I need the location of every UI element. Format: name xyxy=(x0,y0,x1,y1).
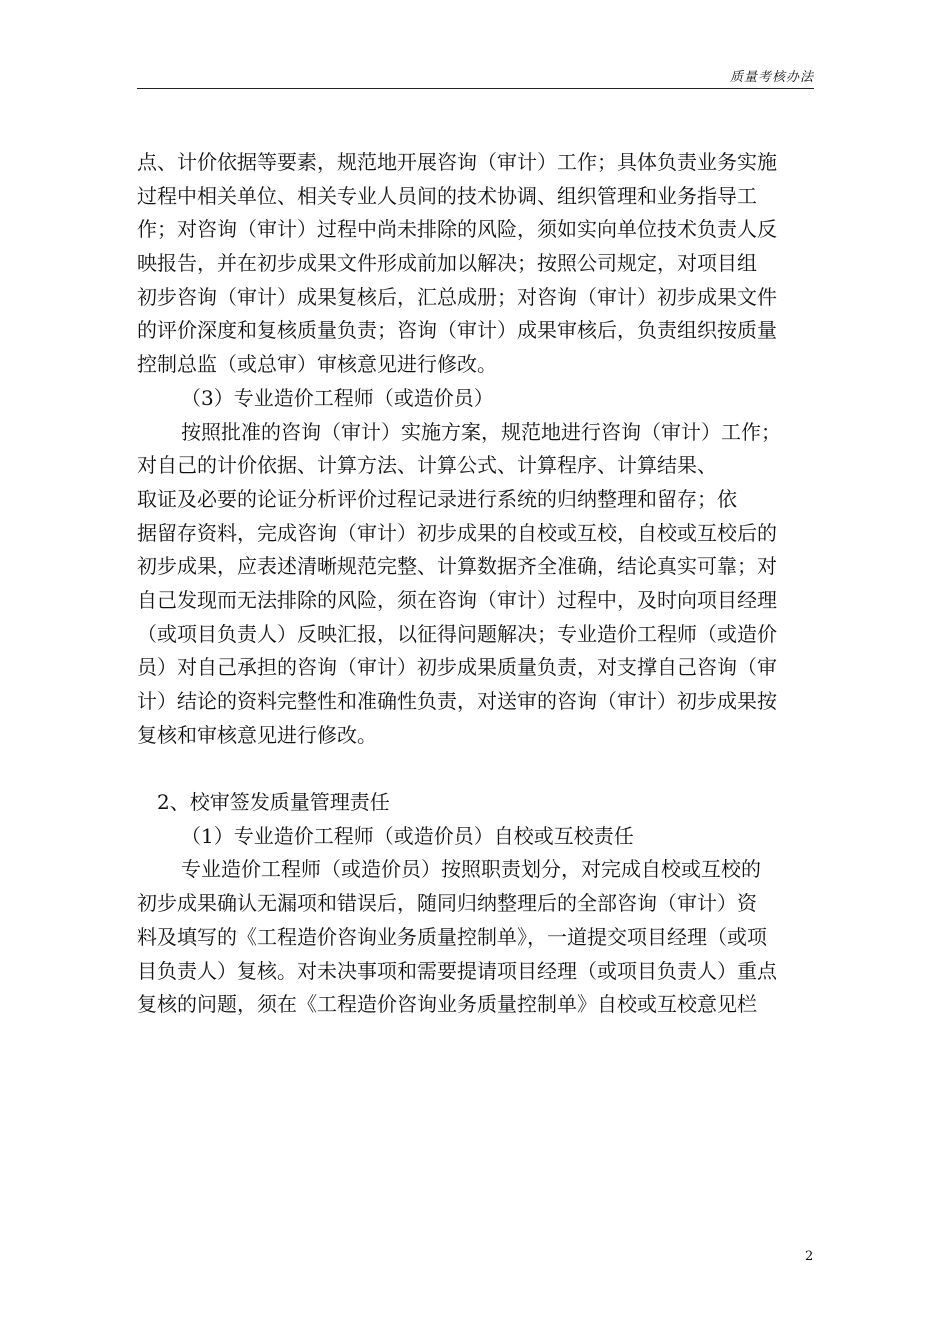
text-line: 对自己的计价依据、计算方法、计算公式、计算程序、计算结果、 xyxy=(137,453,717,478)
text-line: 映报告，并在初步成果文件形成前加以解决；按照公司规定，对项目组 xyxy=(137,251,757,276)
text-line: 自己发现而无法排除的风险，须在咨询（审计）过程中，及时向项目经理 xyxy=(137,587,777,612)
text-line: 初步成果确认无漏项和错误后，随同归纳整理后的全部咨询（审计）资 xyxy=(137,891,757,916)
text-line: 过程中相关单位、相关专业人员间的技术协调、组织管理和业务指导工 xyxy=(137,183,757,208)
text-line: 作；对咨询（审计）过程中尚未排除的风险，须如实向单位技术负责人反 xyxy=(137,217,777,242)
subsection-heading: （3）专业造价工程师（或造价员） xyxy=(181,385,494,410)
text-line: 取证及必要的论证分析评价过程记录进行系统的归纳整理和留存；依 xyxy=(137,486,737,511)
text-line: 初步咨询（审计）成果复核后，汇总成册；对咨询（审计）初步成果文件 xyxy=(137,284,777,309)
page-header xyxy=(137,66,814,89)
text-line: 的评价深度和复核质量负责；咨询（审计）成果审核后，负责组织按质量 xyxy=(137,318,777,343)
text-line: 复核和审核意见进行修改。 xyxy=(137,722,377,747)
paragraph-start: 专业造价工程师（或造价员）按照职责划分，对完成自校或互校的 xyxy=(181,857,761,882)
text-line: 复核的问题，须在《工程造价咨询业务质量控制单》自校或互校意见栏 xyxy=(137,992,757,1017)
header-title: 质量考核办法 xyxy=(729,70,814,85)
text-line: 料及填写的《工程造价咨询业务质量控制单》，一道提交项目经理（或项 xyxy=(137,924,767,949)
text-line: 点、计价依据等要素，规范地开展咨询（审计）工作；具体负责业务实施 xyxy=(137,150,777,174)
text-line: 初步成果，应表述清晰规范完整、计算数据齐全准确，结论真实可靠；对 xyxy=(137,554,777,579)
text-line: 控制总监（或总审）审核意见进行修改。 xyxy=(137,352,497,377)
text-line: 员）对自己承担的咨询（审计）初步成果质量负责，对支撑自己咨询（审 xyxy=(137,655,777,680)
section-heading: 2、校审签发质量管理责任 xyxy=(157,790,390,815)
text-line: （或项目负责人）反映汇报，以征得问题解决；专业造价工程师（或造价 xyxy=(137,621,777,646)
text-line: 计）结论的资料完整性和准确性负责，对送审的咨询（审计）初步成果按 xyxy=(137,689,777,713)
blank-line xyxy=(137,752,814,786)
subsection-heading: （1）专业造价工程师（或造价员）自校或互校责任 xyxy=(181,823,634,848)
page-number: 2 xyxy=(805,1249,814,1264)
text-line: 目负责人）复核。对未决事项和需要提请项目经理（或项目负责人）重点 xyxy=(137,958,777,983)
paragraph-start: 按照批准的咨询（审计）实施方案，规范地进行咨询（审计）工作； xyxy=(181,419,781,444)
document-body xyxy=(137,146,814,1022)
text-line: 据留存资料，完成咨询（审计）初步成果的自校或互校，自校或互校后的 xyxy=(137,520,777,545)
